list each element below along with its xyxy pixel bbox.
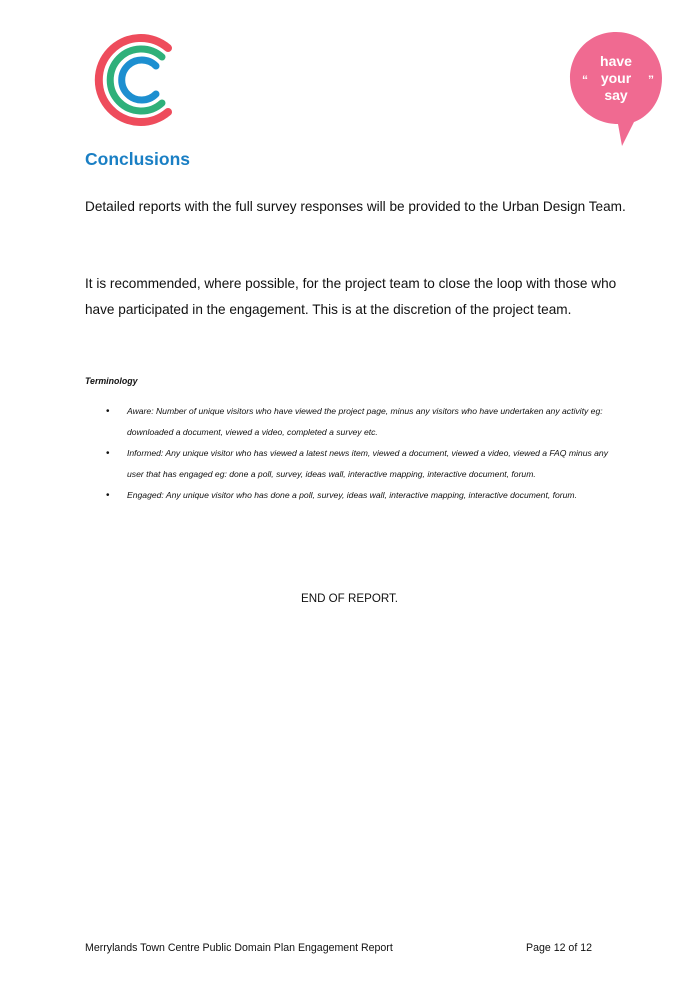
svg-text:”: ”: [648, 73, 654, 87]
terminology-heading: Terminology: [85, 376, 138, 386]
list-item: • Aware: Number of unique visitors who have viewed the project page, minus any visitors who have undertaken any activity eg: downloaded a document, viewed a video, completed a survey etc.: [106, 401, 626, 443]
paragraph-recommendation: It is recommended, where possible, for the project team to close the loop with those who have participated in the engagement. This is at the discretion of the project team.: [85, 276, 617, 317]
list-item: • Engaged: Any unique visitor who has done a poll, survey, ideas wall, interactive mapping, interactive document, forum.: [106, 485, 626, 506]
badge-line-1: have: [600, 53, 632, 69]
badge-line-2: your: [600, 70, 632, 86]
bullet-icon: •: [106, 448, 110, 459]
page-title: Conclusions: [85, 149, 191, 169]
bullet-icon: •: [106, 406, 110, 417]
paragraph-reports: Detailed reports with the full survey responses will be provided to the Urban Design Team.: [85, 199, 626, 214]
list-item: • Informed: Any unique visitor who has viewed a latest news item, viewed a document, viewed a video, viewed a FAQ minus any user that has engaged eg: done a poll, survey, ideas wall, interactive mapping, interactive document, forum.: [106, 443, 626, 485]
bullet-icon: •: [106, 490, 110, 501]
have-your-say-badge-icon: [568, 30, 664, 148]
footer-report-title: Merrylands Town Centre Public Domain Plan Engagement Report: [85, 942, 393, 954]
svg-text:“: “: [582, 73, 588, 87]
council-c-logo-icon: [88, 30, 180, 130]
badge-line-3: say: [604, 87, 628, 103]
end-of-report: END OF REPORT.: [300, 592, 399, 605]
terminology-list: [106, 401, 626, 506]
footer-page-number: Page 12 of 12: [526, 942, 592, 954]
